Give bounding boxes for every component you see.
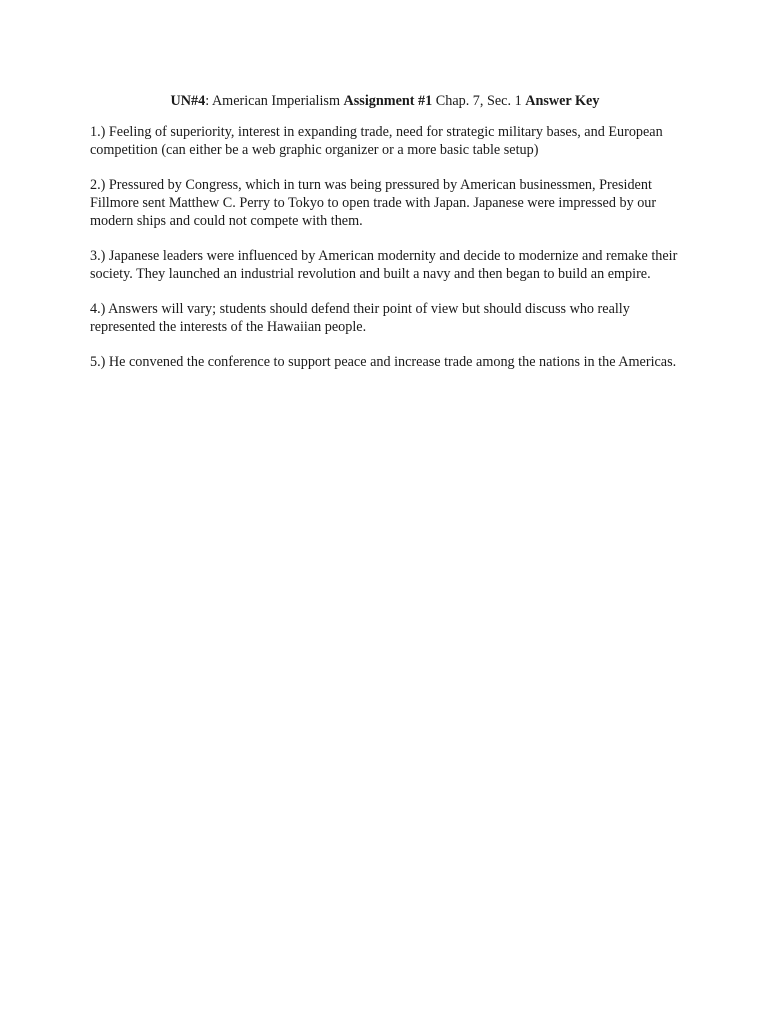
answer-3: 3.) Japanese leaders were influenced by American modernity and decide to modernize and remake their society. They launched an industrial revolution and built a navy and then began to build an empire. [90, 248, 678, 282]
answer-1: 1.) Feeling of superiority, interest in expanding trade, need for strategic military bases, and European competition (can either be a web graphic organizer or a more basic table setup) [90, 124, 663, 158]
title-answer-key: Answer Key [525, 93, 600, 109]
title-chapter: Chap. 7, Sec. 1 [432, 93, 526, 109]
answer-4: 4.) Answers will vary; students should defend their point of view but should discuss who really represented the interests of the Hawaiian people. [90, 301, 630, 335]
document-body [90, 92, 680, 388]
answer-5: 5.) He convened the conference to support peace and increase trade among the nations in the Americas. [90, 354, 677, 370]
title-topic: : American Imperialism [205, 93, 344, 109]
document-title [90, 92, 680, 110]
title-assignment: Assignment #1 [343, 93, 433, 109]
title-unit: UN#4 [170, 93, 206, 109]
answer-2: 2.) Pressured by Congress, which in turn was being pressured by American businessmen, President Fillmore sent Matthew C. Perry to Tokyo to open trade with Japan. Japanese were impressed by our modern ships and could not compete with them. [90, 177, 657, 229]
